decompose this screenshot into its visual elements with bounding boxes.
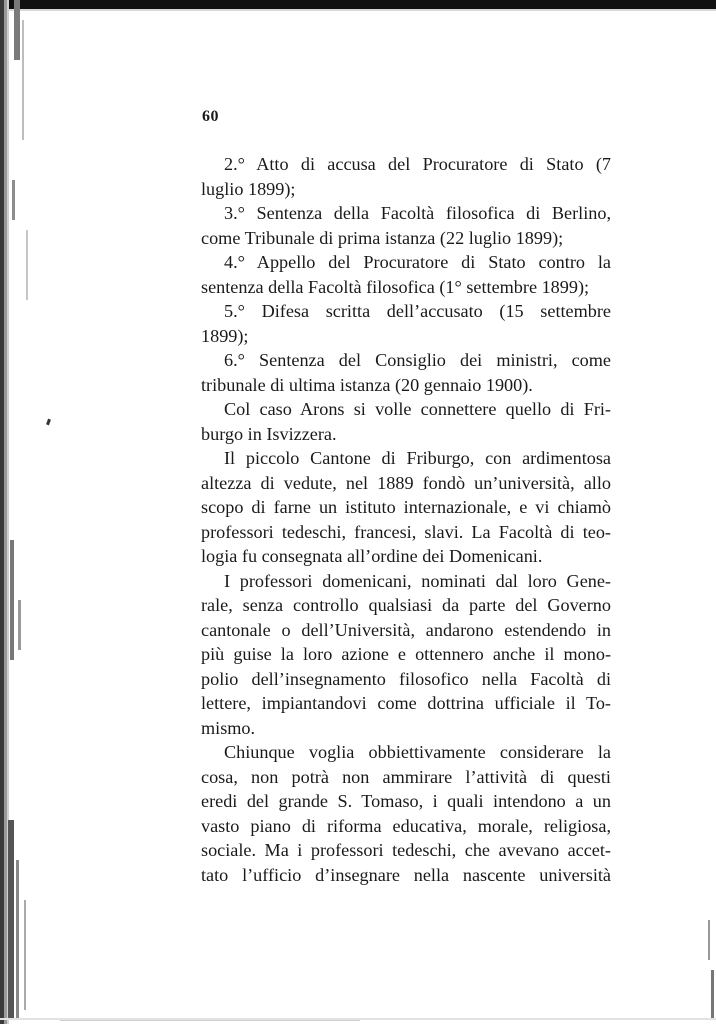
text-line: luglio 1899);	[201, 178, 296, 199]
text-line: rale, senza controllo qualsiasi da parte del Governo	[201, 595, 611, 615]
text-line: come Tribunale di prima istanza (22 luglio 1899);	[201, 227, 564, 248]
text-line: 2.° Atto di accusa del Procuratore di Stato (7	[224, 154, 611, 174]
scan-top-gap	[0, 9, 716, 11]
text-line: altezza di vedute, nel 1889 fondò un’università, allo	[201, 472, 611, 493]
text-line: polio dell’insegnamento filosofico nella Facoltà di	[201, 668, 611, 689]
text-line: tato l’ufficio d’insegnare nella nascente università	[201, 864, 611, 885]
text-line: professori tedeschi, francesi, slavi. La Facoltà di teo-	[201, 521, 611, 542]
body-text	[201, 152, 611, 887]
text-line: mismo.	[201, 717, 256, 738]
page-number: 60	[202, 108, 219, 125]
text-line: lettere, impiantandovi come dottrina ufficiale il To-	[201, 693, 611, 713]
text-line: 6.° Sentenza del Consiglio dei ministri, come	[224, 350, 611, 370]
text-line: 5.° Difesa scritta dell’accusato (15 settembre	[224, 301, 611, 321]
text-line: Il piccolo Cantone di Friburgo, con ardimentosa	[224, 448, 611, 468]
text-line: eredi del grande S. Tomaso, i quali intendono a un	[201, 791, 611, 811]
text-line: tribunale di ultima istanza (20 gennaio 1900).	[201, 374, 533, 395]
text-line: vasto piano di riforma educativa, morale, religiosa,	[201, 815, 611, 836]
text-line: Col caso Arons si volle connettere quello di Fri-	[224, 399, 611, 419]
text-line: più guise la loro azione e ottennero anche il mono-	[201, 644, 611, 664]
text-line: 4.° Appello del Procuratore di Stato contro la	[224, 252, 611, 272]
margin-mark	[46, 419, 51, 426]
scan-top-border	[0, 0, 716, 9]
scan-bottom-edge	[0, 1010, 716, 1024]
text-line: 3.° Sentenza della Facoltà filosofica di Berlino,	[224, 203, 611, 223]
text-line: logia fu consegnata all’ordine dei Domenicani.	[201, 546, 543, 566]
text-line: burgo in Isvizzera.	[201, 423, 337, 444]
text-line: cosa, non potrà non ammirare l’attività di questi	[201, 766, 611, 787]
text-line: sentenza della Facoltà filosofica (1° settembre 1899);	[201, 276, 590, 297]
text-line: sociale. Ma i professori tedeschi, che avevano accet-	[201, 840, 611, 860]
text-line: scopo di farne un istituto internazionale, e vi chiamò	[201, 497, 611, 517]
scan-left-binding-edge	[0, 0, 40, 1024]
text-line: cantonale o dell’Università, andarono estendendo in	[201, 619, 611, 640]
text-line: I professori domenicani, nominati dal loro Gene-	[224, 570, 611, 591]
text-line: 1899);	[201, 325, 249, 346]
scan-right-corner-marks	[700, 900, 716, 1024]
text-line: Chiunque voglia obbiettivamente considerare la	[224, 742, 611, 762]
